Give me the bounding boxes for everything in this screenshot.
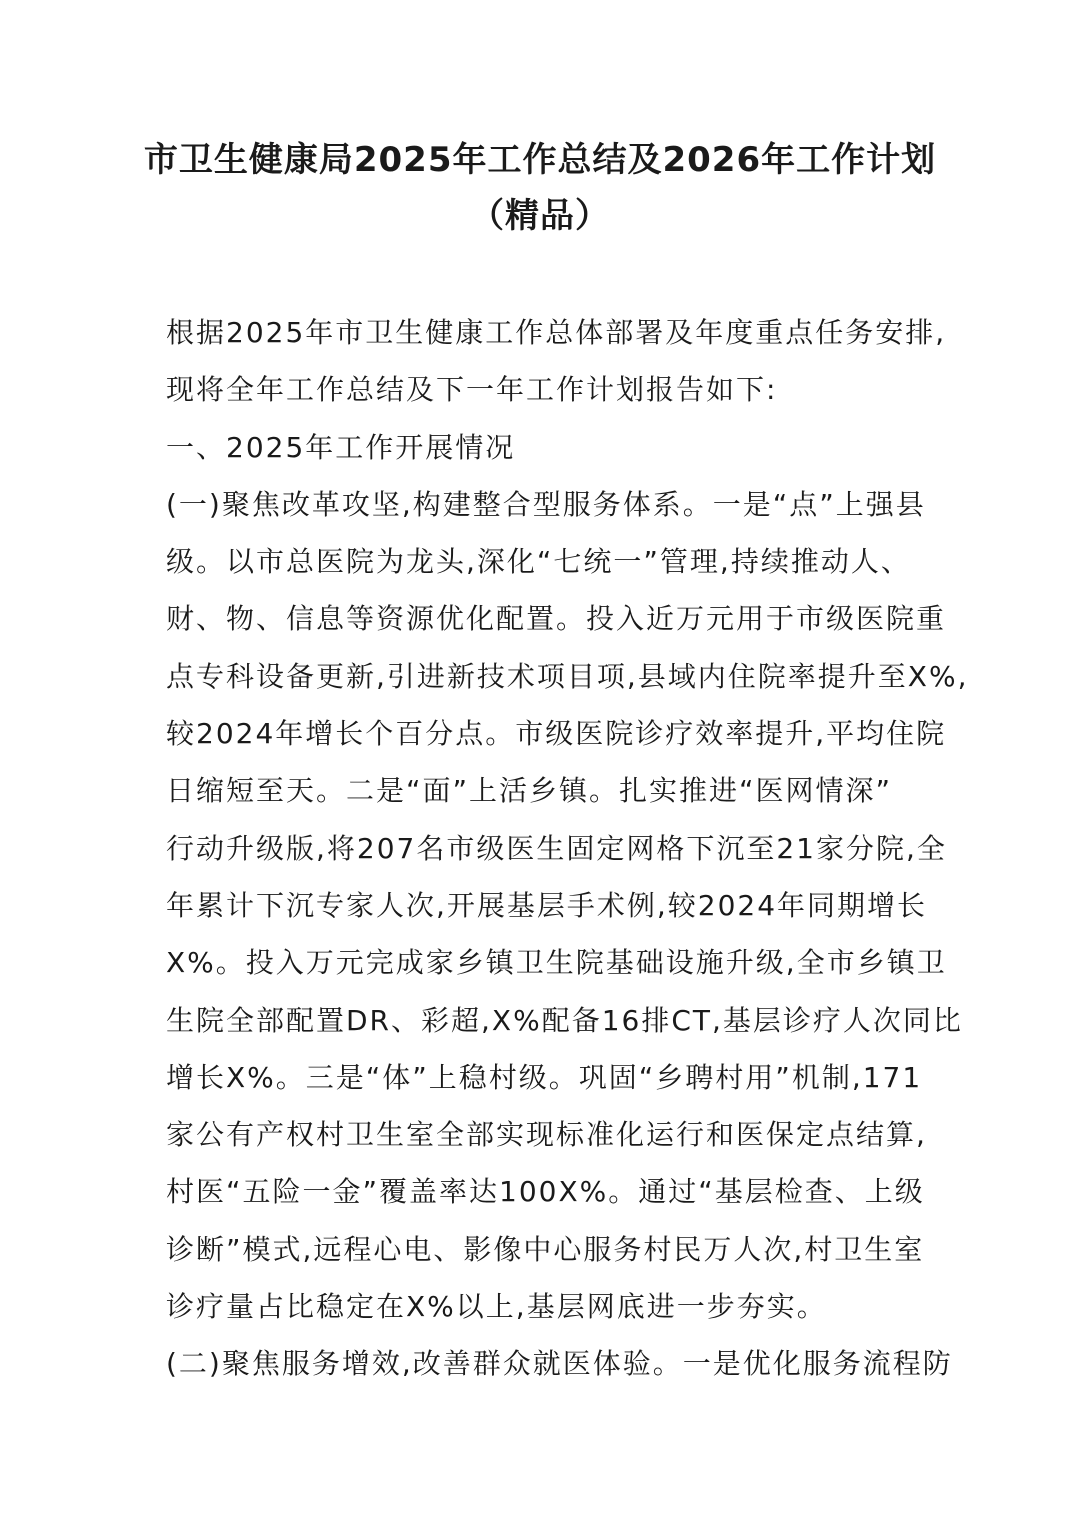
document-subtitle: （精品）: [470, 196, 610, 236]
document-body: [166, 304, 969, 1393]
body-line: (一)聚焦改革攻坚,构建整合型服务体系。一是“点”上强县: [166, 487, 926, 521]
body-line: 家公有产权村卫生室全部实现标准化运行和医保定点结算,: [166, 1118, 927, 1152]
section-heading: 一、2025年工作开展情况: [166, 430, 516, 464]
body-line: 增长X%。三是“体”上稳村级。巩固“乡聘村用”机制,171: [166, 1060, 923, 1094]
body-line: 较2024年增长个百分点。市级医院诊疗效率提升,平均住院: [166, 717, 947, 751]
body-line: 日缩短至天。二是“面”上活乡镇。扎实推进“医网情深”: [166, 774, 893, 808]
body-line: X%。投入万元完成家乡镇卫生院基础设施升级,全市乡镇卫: [166, 946, 947, 980]
body-line: 行动升级版,将207名市级医生固定网格下沉至21家分院,全: [166, 831, 947, 865]
body-line: 点专科设备更新,引进新技术项目项,县域内住院率提升至X%,: [166, 659, 969, 693]
body-line: 根据2025年市卫生健康工作总体部署及年度重点任务安排,: [166, 316, 947, 349]
body-line: 现将全年工作总结及下一年工作计划报告如下:: [166, 373, 778, 407]
body-line: 财、物、信息等资源优化配置。投入近万元用于市级医院重: [166, 602, 947, 636]
document-title: 市卫生健康局2025年工作总结及2026年工作计划: [143, 140, 937, 180]
body-line: 诊疗量占比稳定在X%以上,基层网底进一步夯实。: [166, 1290, 827, 1324]
body-line: 年累计下沉专家人次,开展基层手术例,较2024年同期增长: [166, 888, 928, 922]
body-line: 生院全部配置DR、彩超,X%配备16排CT,基层诊疗人次同比: [166, 1003, 963, 1037]
body-line: (二)聚焦服务增效,改善群众就医体验。一是优化服务流程防: [166, 1347, 953, 1381]
body-line: 诊断”模式,远程心电、影像中心服务村民万人次,村卫生室: [166, 1232, 925, 1266]
body-line: 村医“五险一金”覆盖率达100X%。通过“基层检查、上级: [166, 1175, 925, 1209]
body-line: 级。以市总医院为龙头,深化“七统一”管理,持续推动人、: [166, 545, 911, 579]
